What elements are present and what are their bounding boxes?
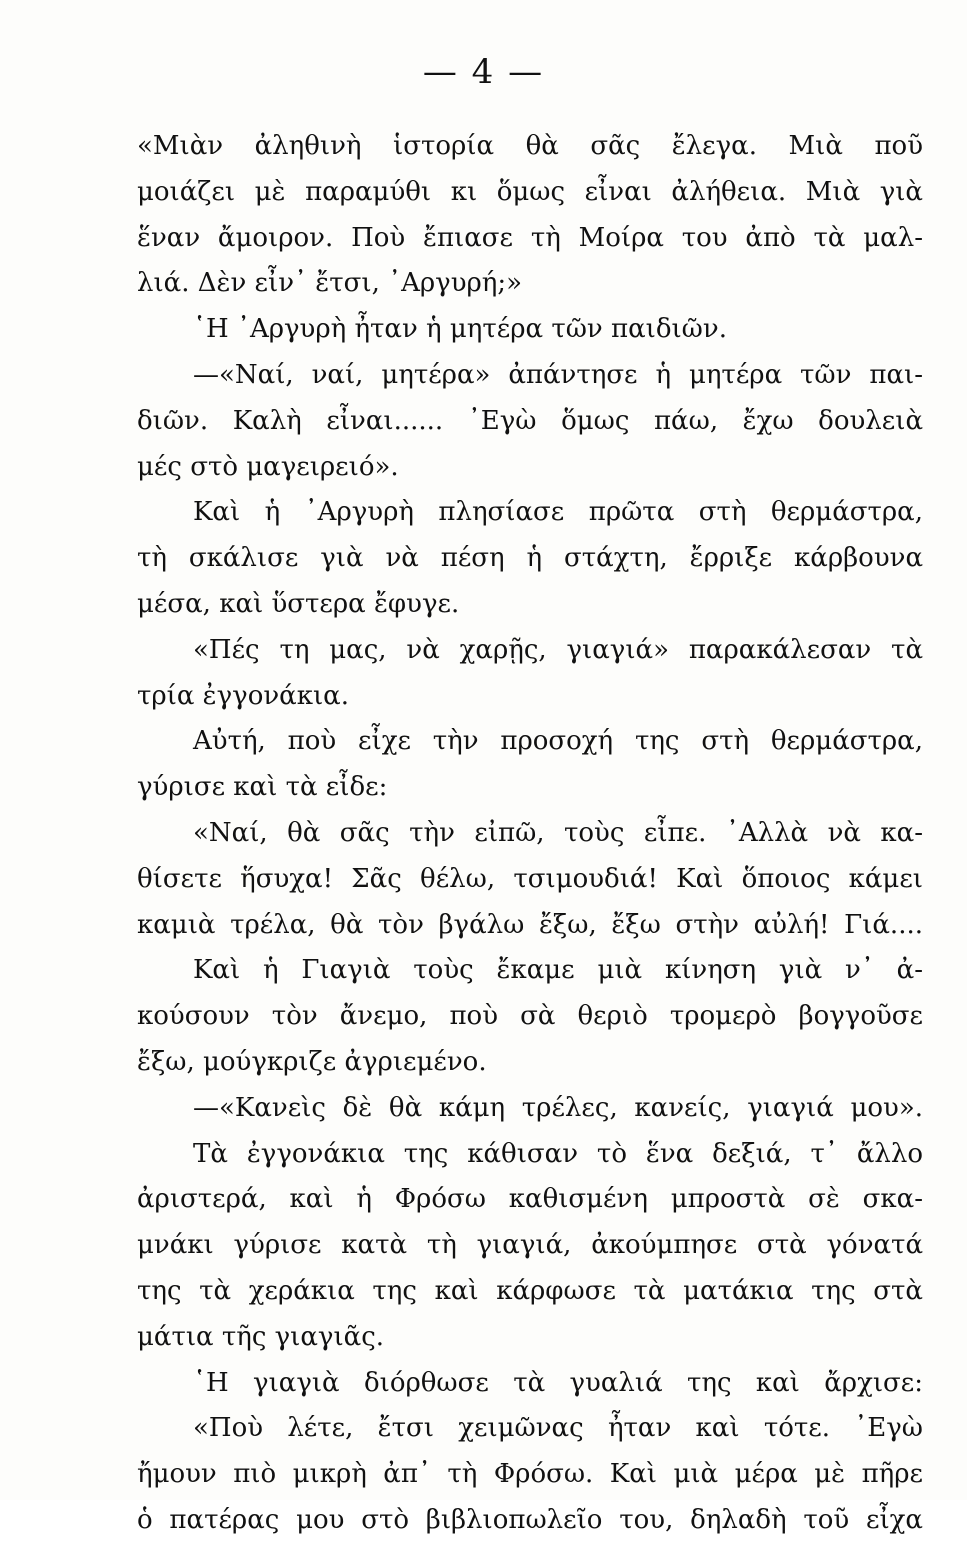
text-line: μνάκι γύρισε κατὰ τὴ γιαγιά, ἀκούμπησε στὰ γόνατά	[137, 1230, 923, 1261]
text-line: ἀριστερά, καὶ ἡ Φρόσω καθισμένη μπροστὰ σὲ σκα-	[137, 1184, 923, 1215]
text-line: Καὶ ἡ ᾽Αργυρὴ πλησίασε πρῶτα στὴ θερμάστρα,	[193, 497, 923, 528]
text-line: ἕναν ἄμοιρον. Ποὺ ἔπιασε τὴ Μοίρα του ἀπὸ τὰ μαλ-	[137, 222, 923, 253]
text-line: ἤμουν πιὸ μικρὴ ἀπ᾽ τὴ Φρόσω. Καὶ μιὰ μέρα μὲ πῆρε	[137, 1459, 923, 1490]
text-line: Τὰ ἐγγονάκια της κάθισαν τὸ ἕνα δεξιά, τ᾽ ἄλλο	[193, 1138, 923, 1169]
text-line: Αὐτή, ποὺ εἶχε τὴν προσοχή της στὴ θερμάστρα,	[193, 726, 923, 757]
text-line: ὁ πατέρας μου στὸ βιβλιοπωλεῖο του, δηλαδὴ τοῦ εἶχα	[137, 1504, 923, 1535]
text-line: της τὰ χεράκια της καὶ κάρφωσε τὰ ματάκια της στὰ	[137, 1275, 923, 1306]
text-line: ἔξω, μούγκριζε ἀγριεμένο.	[137, 1046, 487, 1077]
text-line: ῾Η γιαγιὰ διόρθωσε τὰ γυαλιά της καὶ ἄρχισε:	[193, 1367, 923, 1398]
text-line: διῶν. Καλὴ εἶναι...... ᾽Εγὼ ὅμως πάω, ἔχω δουλειὰ	[137, 405, 923, 436]
page-number: — 4 —	[422, 52, 545, 92]
text-line: «Μιὰν ἀληθινὴ ἱστορία θὰ σᾶς ἔλεγα. Μιὰ ποῦ	[137, 131, 923, 161]
text-line: ῾Η ᾽Αργυρὴ ἦταν ἡ μητέρα τῶν παιδιῶν.	[193, 314, 727, 345]
text-line: μοιάζει μὲ παραμύθι κι ὅμως εἶναι ἀλήθεια. Μιὰ γιὰ	[137, 176, 923, 207]
text-line: «Ποὺ λέτε, ἔτσι χειμῶνας ἦταν καὶ τότε. ᾽Εγὼ	[193, 1413, 923, 1444]
text-line: μές στὸ μαγειρειό».	[137, 451, 399, 482]
text-line: καμιὰ τρέλα, θὰ τὸν βγάλω ἔξω, ἔξω στὴν αὐλή! Γιά....	[137, 909, 923, 940]
body-text	[137, 124, 923, 1544]
text-line: τὴ σκάλισε γιὰ νὰ πέση ἡ στάχτη, ἔρριξε κάρβουνα	[137, 543, 923, 574]
text-line: θίσετε ἥσυχα! Σᾶς θέλω, τσιμουδιά! Καὶ ὅποιος κάμει	[137, 863, 923, 894]
text-line: «Πές τη μας, νὰ χαρῇς, γιαγιά» παρακάλεσαν τὰ	[193, 634, 923, 665]
text-line: —«Ναί, ναί, μητέρα» ἀπάντησε ἡ μητέρα τῶν παι-	[193, 359, 923, 390]
text-line: κούσουν τὸν ἄνεμο, ποὺ σὰ θεριὸ τρομερὸ βογγοῦσε	[137, 1001, 923, 1032]
text-line: μάτια τῆς γιαγιᾶς.	[137, 1321, 385, 1352]
text-line: γύρισε καὶ τὰ εἶδε:	[137, 772, 388, 803]
text-line: Καὶ ἡ Γιαγιὰ τοὺς ἔκαμε μιὰ κίνηση γιὰ ν᾽ ἀ-	[193, 955, 923, 986]
text-line: μέσα, καὶ ὕστερα ἔφυγε.	[137, 588, 460, 619]
text-line: —«Κανεὶς δὲ θὰ κάμη τρέλες, κανείς, γιαγιά μου».	[193, 1092, 923, 1123]
text-line: «Ναί, θὰ σᾶς τὴν εἰπῶ, τοὺς εἶπε. ᾽Αλλὰ νὰ κα-	[193, 817, 923, 848]
text-line: λιά. Δὲν εἶν᾽ ἔτσι, ᾽Αργυρή;»	[137, 268, 523, 299]
text-line: τρία ἐγγονάκια.	[137, 680, 349, 711]
